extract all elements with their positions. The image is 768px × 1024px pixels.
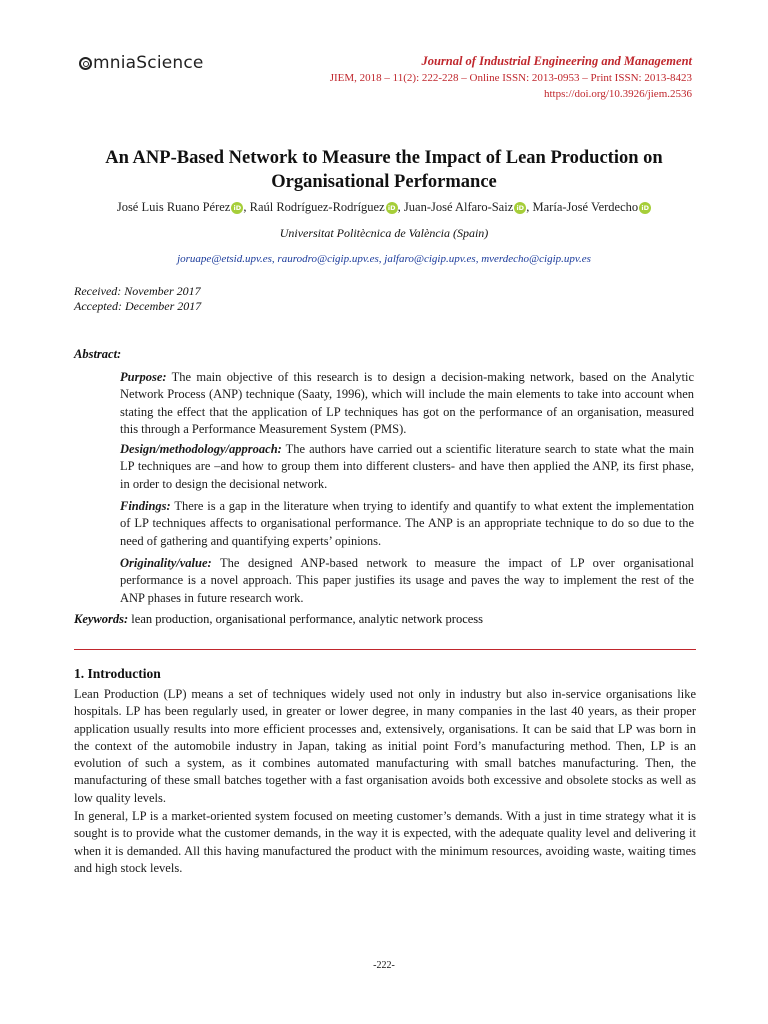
- author-list: José Luis Ruano Pérez iD , Raúl Rodríguez-Rodríguez iD , Juan-José Alfaro-Saiz iD , María-José Verdecho iD: [70, 200, 698, 215]
- journal-doi-link[interactable]: https://doi.org/10.3926/jiem.2536: [544, 88, 692, 100]
- omniascience-logo: [79, 53, 204, 73]
- submission-dates: [74, 284, 201, 314]
- author-emails[interactable]: joruape@etsid.upv.es, raurodro@cigip.upv.es, jalfaro@cigip.upv.es, mverdecho@cigip.upv.es: [177, 253, 591, 265]
- keywords-text: lean production, organisational performance, analytic network process: [128, 612, 484, 626]
- abstract-heading: Abstract:: [74, 347, 122, 361]
- author-name: Raúl Rodríguez-Rodríguez: [249, 200, 385, 214]
- originality-label: Originality/value:: [120, 556, 212, 570]
- paper-title-line-2: Organisational Performance: [271, 172, 497, 192]
- orcid-icon[interactable]: iD: [386, 202, 398, 214]
- abstract-purpose: [120, 369, 694, 438]
- orcid-icon[interactable]: iD: [514, 202, 526, 214]
- design-text: The authors have carried out a scientific literature search to state what the main LP techniques are –and how to group them into different clusters- and have then applied the ANP, its first phase, in order to design the decisional network.: [120, 442, 694, 491]
- design-label: Design/methodology/approach:: [120, 442, 282, 456]
- author-name: Juan-José Alfaro-Saiz: [403, 200, 514, 214]
- author-name: José Luis Ruano Pérez: [116, 200, 231, 214]
- section-heading-introduction: 1. Introduction: [74, 666, 161, 681]
- purpose-label: Purpose:: [120, 370, 167, 384]
- intro-paragraph-1: Lean Production (LP) means a set of techniques widely used not only in industry but also in-service organisations like hospitals. LP has been regularly used, in greater or lower degree, in many companies in the last 40 years, as their proper application usually results into more efficient processes and, extensively, organisations. It can be said that LP was born in the context of the automobile industry in Japan, taking as initial point Ford’s manufacturing method. Then, LP is an evolution of such a system, as it combines automated manufacturing with small batches manufacturing. Then, the manufacturing of these small batches together with a fast organisation avoids both excessive and obsolete stocks as well as low quality levels.: [74, 687, 696, 805]
- abstract-originality: [120, 555, 694, 607]
- logo-o-icon: [79, 57, 92, 70]
- abstract-design: [120, 441, 694, 493]
- intro-paragraph-2: In general, LP is a market-oriented system focused on meeting customer’s demands. With a just in time strategy what it is sought is to provide what the customer demands, in the way it is expected, with the adequate quality level and delivering it when it is demanded. All this having manufactured the product with the minimum resources, avoiding waste, waiting times and high stock levels.: [74, 809, 696, 875]
- paper-title-line-1: An ANP-Based Network to Measure the Impact of Lean Production on: [105, 148, 663, 168]
- purpose-text: The main objective of this research is to design a decision-making network, based on the Analytic Network Process (ANP) technique (Saaty, 1996), which will include the main elements to take into account when stating the effect that the application of LP techniques has got on the performance of an organisation, measured this through a Performance Measurement System (PMS).: [120, 370, 694, 436]
- section-divider: [74, 649, 696, 650]
- orcid-icon[interactable]: iD: [639, 202, 651, 214]
- findings-label: Findings:: [120, 499, 171, 513]
- author-name: María-José Verdecho: [532, 200, 639, 214]
- page-number: -222-: [373, 960, 395, 971]
- affiliation: Universitat Politècnica de València (Spain): [279, 226, 489, 240]
- logo-text: mniaScience: [93, 53, 204, 73]
- originality-text: The designed ANP-based network to measure the impact of LP over organisational performance is a novel approach. This paper justifies its usage and paves the way to implement the rest of the ANP phases in future research work.: [120, 556, 694, 605]
- journal-name: Journal of Industrial Engineering and Management: [421, 54, 692, 68]
- keywords-label: Keywords:: [74, 612, 129, 626]
- orcid-icon[interactable]: iD: [231, 202, 243, 214]
- keywords: [74, 612, 483, 627]
- findings-text: There is a gap in the literature when trying to identify and quantify to what extent the implementation of LP techniques affects to organisational performance. The ANP is an appropriate technique to do so due to the need of gathering and quantifying experts’ opinions.: [120, 499, 694, 548]
- journal-issue-line: JIEM, 2018 – 11(2): 222-228 – Online ISSN: 2013-0953 – Print ISSN: 2013-8423: [329, 72, 692, 84]
- accepted-date: Accepted: December 2017: [74, 299, 202, 313]
- paper-title: [70, 146, 698, 194]
- abstract-findings: [120, 498, 694, 550]
- received-date: Received: November 2017: [74, 284, 201, 298]
